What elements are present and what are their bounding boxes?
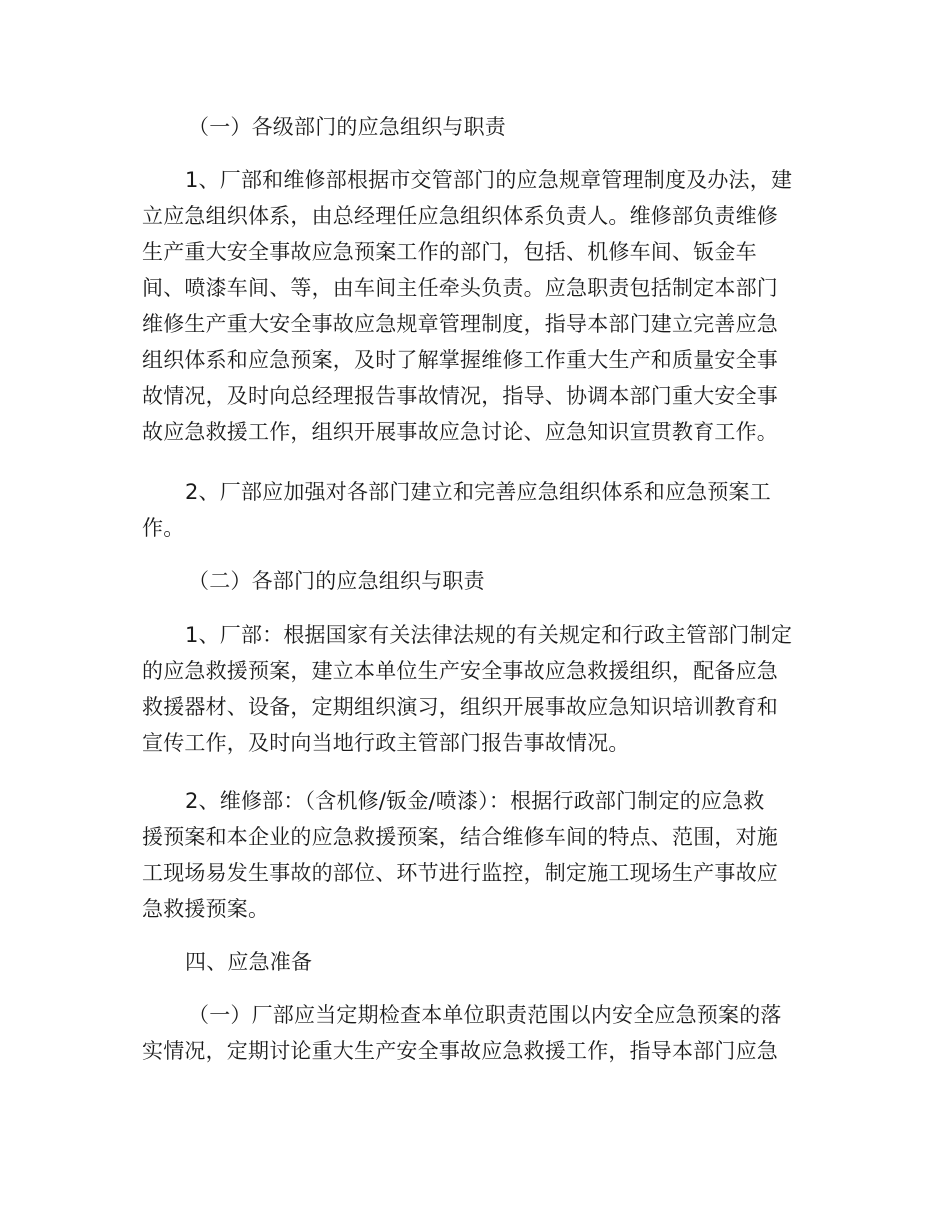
paragraph-line: 2、维修部：（含机修/钣金/喷漆）：根据行政部门制定的应急救 bbox=[185, 789, 765, 813]
paragraph-line: 立应急组织体系，由总经理任应急组织体系负责人。维修部负责维修 bbox=[142, 204, 778, 228]
paragraph-line: （一）厂部应当定期检查本单位职责范围以内安全应急预案的落 bbox=[188, 1003, 782, 1027]
paragraph-line: 急救援预案。 bbox=[142, 897, 270, 921]
paragraph-line: 故情况，及时向总经理报告事故情况，指导、协调本部门重大安全事 bbox=[142, 384, 778, 408]
paragraph-line: 实情况，定期讨论重大生产安全事故应急救援工作，指导本部门应急 bbox=[142, 1039, 778, 1063]
paragraph-line: 组织体系和应急预案，及时了解掌握维修工作重大生产和质量安全事 bbox=[142, 348, 778, 372]
paragraph-line: 2、厂部应加强对各部门建立和完善应急组织体系和应急预案工 bbox=[185, 480, 771, 504]
section-heading: （二）各部门的应急组织与职责 bbox=[188, 569, 485, 593]
paragraph-line: 生产重大安全事故应急预案工作的部门，包括、机修车间、钣金车 bbox=[142, 240, 757, 264]
paragraph-line: 的应急救援预案，建立本单位生产安全事故应急救援组织，配备应急 bbox=[142, 659, 778, 683]
section-heading: （一）各级部门的应急组织与职责 bbox=[188, 115, 506, 139]
paragraph-line: 1、厂部：根据国家有关法律法规的有关规定和行政主管部门制定 bbox=[185, 623, 793, 647]
paragraph-line: 故应急救援工作，组织开展事故应急讨论、应急知识宣贯教育工作。 bbox=[142, 420, 778, 444]
paragraph-line: 援预案和本企业的应急救援预案，结合维修车间的特点、范围，对施 bbox=[142, 825, 778, 849]
paragraph-line: 间、喷漆车间、等，由车间主任牵头负责。应急职责包括制定本部门 bbox=[142, 276, 778, 300]
section-heading: 四、应急准备 bbox=[185, 950, 313, 974]
paragraph-line: 1、厂部和维修部根据市交管部门的应急规章管理制度及办法，建 bbox=[185, 168, 793, 192]
paragraph-line: 工现场易发生事故的部位、环节进行监控，制定施工现场生产事故应 bbox=[142, 861, 778, 885]
paragraph-line: 救援器材、设备，定期组织演习，组织开展事故应急知识培训教育和 bbox=[142, 695, 778, 719]
paragraph-line: 作。 bbox=[142, 516, 185, 540]
paragraph-line: 维修生产重大安全事故应急规章管理制度，指导本部门建立完善应急 bbox=[142, 312, 778, 336]
paragraph-line: 宣传工作，及时向当地行政主管部门报告事故情况。 bbox=[142, 731, 630, 755]
